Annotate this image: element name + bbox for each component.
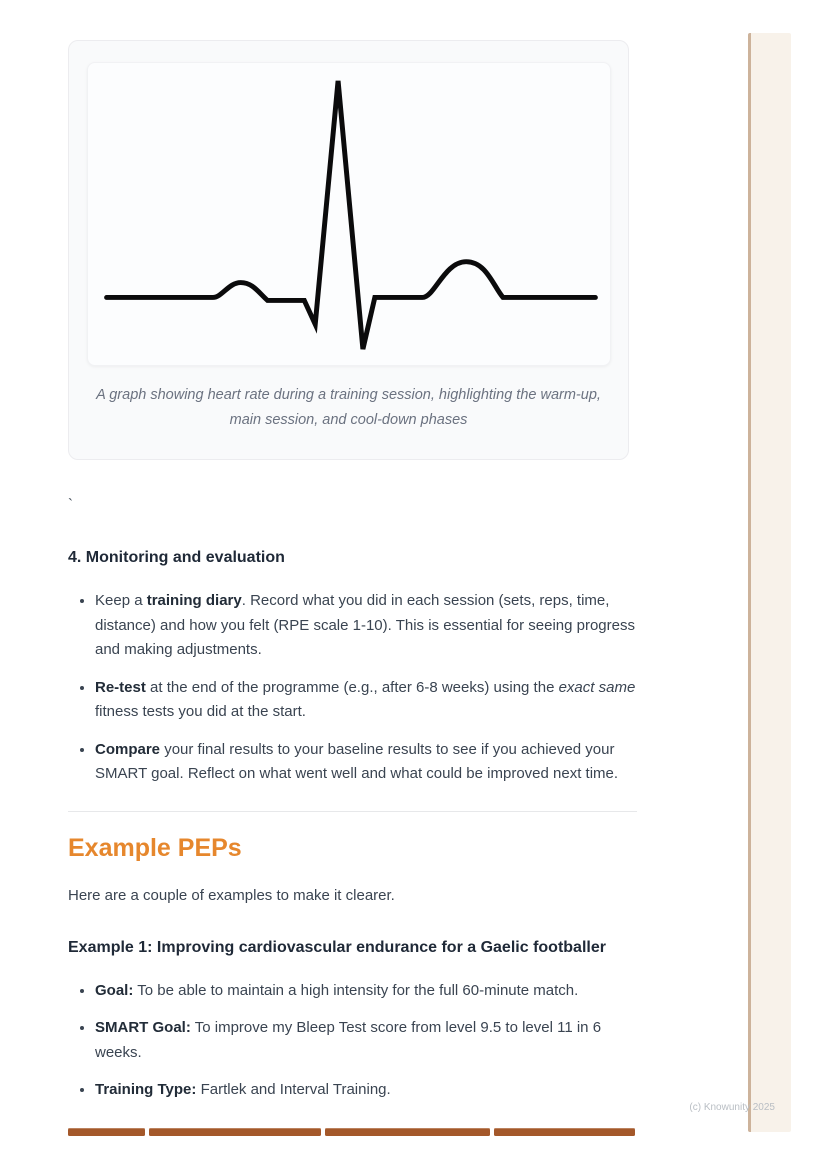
list-item-text: Goal: (95, 981, 134, 999)
ecg-waveform-image (88, 63, 610, 365)
side-stripe (748, 33, 791, 1132)
list-item-text: training diary (146, 592, 242, 609)
bar-segment (325, 1128, 490, 1136)
list-item-text: fitness tests you did at the start. (95, 703, 306, 720)
examples-intro-text: Here are a couple of examples to make it clearer. (68, 886, 395, 904)
list-item-text: To be able to maintain a high intensity for the full 60-minute match. (133, 981, 579, 999)
list-item-text: . Record what you did in each session (sets, reps, time, distance) and how you felt (RPE scale 1-10). This is essential for seeing progress and making adjustments. (95, 592, 635, 658)
figure-caption: A graph showing heart rate during a training session, highlighting the warm-up, main session, and cool-down phases (96, 387, 601, 428)
list-item-text: To improve my Bleep Test score from level 9.5 to level 11 in 6 weeks. (95, 1019, 602, 1061)
example1-bullet-list (68, 979, 637, 1103)
example1-heading: Example 1: Improving cardiovascular endurance for a Gaelic footballer (68, 938, 606, 956)
list-item-text: Compare (95, 740, 161, 758)
list-item (95, 676, 637, 725)
bar-segment (494, 1128, 635, 1136)
list-item-text: Fartlek and Interval Training. (196, 1081, 391, 1098)
list-item-text: Training Type: (95, 1081, 197, 1098)
list-item (95, 1078, 637, 1103)
stray-backtick-text: ` (68, 496, 73, 513)
examples-section-heading: Example PEPs (68, 833, 242, 862)
list-item-text: at the end of the programme (e.g., after 6-8 weeks) using the (145, 678, 559, 696)
list-item-text: exact same (558, 678, 636, 696)
list-item-text: your final results to your baseline results to see if you achieved your SMART goal. Reflect on what went well and what could be improved next time. (95, 740, 619, 782)
figure-image-frame (87, 62, 611, 366)
bar-segment (149, 1128, 321, 1136)
bar-segment (68, 1128, 145, 1136)
page-break-bar (68, 1128, 635, 1136)
list-item (95, 1016, 637, 1065)
figure-card (68, 40, 629, 460)
monitoring-bullet-list (68, 589, 637, 787)
section-divider (68, 811, 637, 812)
watermark: (c) Knowunity 2025 (689, 1102, 775, 1113)
list-item-text: Re-test (95, 678, 146, 696)
document-content (68, 0, 637, 1116)
list-item (95, 589, 637, 663)
list-item-text: SMART Goal: (95, 1019, 191, 1036)
list-item-text: Keep a (95, 592, 147, 609)
monitoring-heading: 4. Monitoring and evaluation (68, 549, 285, 566)
list-item (95, 979, 637, 1004)
list-item (95, 738, 637, 787)
